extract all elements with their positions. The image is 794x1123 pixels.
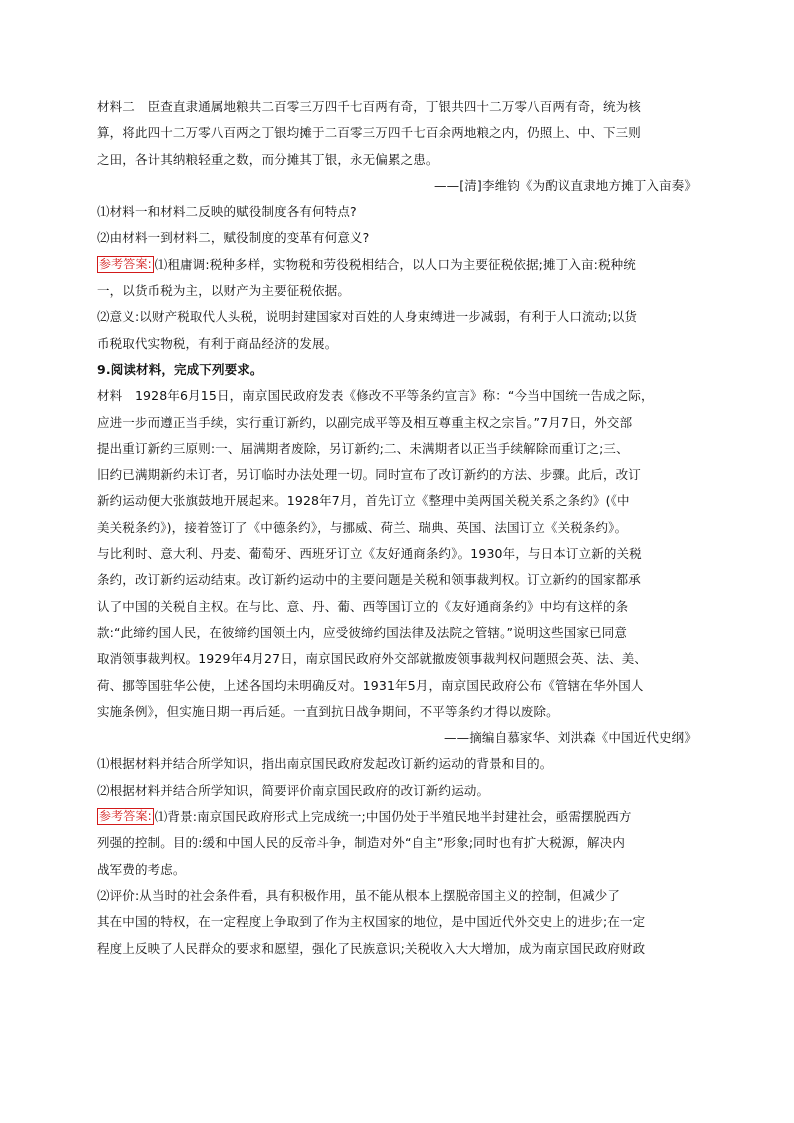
q9-question-2: ⑵根据材料并结合所学知识，简要评价南京国民政府的改订新约运动。 bbox=[97, 782, 490, 798]
material2-source: ——[清]李维钧《为酌议直隶地方摊丁入亩奏》 bbox=[433, 177, 697, 193]
answer-tag: 参考答案: bbox=[99, 256, 152, 271]
q8-answer-line: 一，以货币税为主，以财产为主要征税依据。 bbox=[97, 283, 351, 299]
q9-material-line: 与比利时、意大利、丹麦、葡萄牙、西班牙订立《友好通商条约》。1930年，与日本订立新的关税 bbox=[97, 546, 642, 562]
q9-material-line: 应进一步而遵正当手续，实行重订新约，以副完成平等及相互尊重主权之宗旨。”7月7日，外交部 bbox=[97, 414, 633, 430]
q9-material-line: 认了中国的关税自主权。在与比、意、丹、葡、西等国订立的《友好通商条约》中均有这样的条 bbox=[97, 598, 629, 614]
q9-answer-line: ⑵评价:从当时的社会条件看，具有积极作用，虽不能从根本上摆脱帝国主义的控制，但减少了 bbox=[97, 887, 621, 903]
q9-material-line: 新约运动便大张旗鼓地开展起来。1928年7月，首先订立《整理中美两国关税关系之条约》(《中 bbox=[97, 493, 630, 509]
q9-material-line: 荷、挪等国驻华公使，上述各国均未明确反对。1931年5月，南京国民政府公布《管辖在华外国人 bbox=[97, 677, 644, 693]
q9-answer-line: 其在中国的特权，在一定程度上争取到了作为主权国家的地位，是中国近代外交史上的进步;在一定 bbox=[97, 914, 646, 930]
q9-material-line: 实施条例》，但实施日期一再后延。一直到抗日战争期间，不平等条约才得以废除。 bbox=[97, 703, 559, 719]
q9-answer-line: 战军费的考虑。 bbox=[97, 861, 186, 877]
q8-answer-line: 参考答案: ⑴租庸调:税种多样，实物税和劳役税相结合，以人口为主要征税依据;摊丁入亩:税种统 bbox=[99, 256, 636, 272]
q9-heading: 9.阅读材料，完成下列要求。 bbox=[97, 361, 263, 377]
q9-material-line: 取消领事裁判权。1929年4月27日，南京国民政府外交部就撤废领事裁判权问题照会英、法、美、 bbox=[97, 651, 648, 667]
q8-answer-line: ⑵意义:以财产税取代人头税，说明封建国家对百姓的人身束缚进一步减弱，有利于人口流动;以货 bbox=[97, 309, 638, 325]
material2-line: 材料二 臣查直隶通属地粮共二百零三万四千七百两有奇，丁银共四十二万零八百两有奇，统为核 bbox=[97, 99, 641, 114]
material2-line: 之田，各计其纳粮轻重之数，而分摊其丁银，永无偏累之患。 bbox=[97, 151, 439, 167]
document-body bbox=[97, 94, 697, 962]
q9-answer-line: 列强的控制。目的:缓和中国人民的反帝斗争，制造对外“自主”形象;同时也有扩大税源，解决内 bbox=[97, 835, 625, 851]
answer-tag: 参考答案: bbox=[99, 809, 152, 824]
q9-question-1: ⑴根据材料并结合所学知识，指出南京国民政府发起改订新约运动的背景和目的。 bbox=[97, 756, 553, 772]
q9-material-line: 提出重订新约三原则:一、届满期者废除，另订新约;二、未满期者以正当手续解除而重订之;三、 bbox=[97, 440, 629, 456]
q9-material-line: 旧约已满期新约未订者，另订临时办法处理一切。同时宣布了改订新约的方法、步骤。此后，改订 bbox=[97, 467, 641, 483]
q8-question-2: ⑵由材料一到材料二，赋役制度的变革有何意义? bbox=[97, 230, 370, 246]
q9-source: ——摘编自慕家华、刘洪森《中国近代史纲》 bbox=[443, 730, 697, 746]
material2-label: 材料二 bbox=[97, 99, 135, 114]
q8-question-1: ⑴材料一和材料二反映的赋役制度各有何特点? bbox=[97, 204, 357, 220]
material2-line: 算，将此四十二万零八百两之丁银均摊于二百零三万四千七百余两地粮之内，仍照上、中、下三则 bbox=[97, 125, 641, 141]
q9-answer-line: 参考答案: ⑴背景:南京国民政府形式上完成统一;中国仍处于半殖民地半封建社会，亟需摆脱西方 bbox=[99, 809, 632, 825]
q9-answer-line: 程度上反映了人民群众的要求和愿望，强化了民族意识;关税收入大大增加，成为南京国民政府财政 bbox=[97, 940, 646, 956]
q9-material-line: 美关税条约》)，接着签订了《中德条约》，与挪威、荷兰、瑞典、英国、法国订立《关税条约》。 bbox=[97, 519, 628, 535]
q8-answer-line: 币税取代实物税，有利于商品经济的发展。 bbox=[97, 335, 338, 351]
q9-material-line: 款:“此缔约国人民，在彼缔约国领土内，应受彼缔约国法律及法院之管辖。”说明这些国家已同意 bbox=[97, 624, 628, 640]
q9-material-line: 条约，改订新约运动结束。改订新约运动中的主要问题是关税和领事裁判权。订立新约的国家都承 bbox=[97, 572, 641, 588]
q9-material-line: 材料 1928年6月15日，南京国民政府发表《修改不平等条约宣言》称：“今当中国统一告成之际， bbox=[97, 388, 654, 404]
